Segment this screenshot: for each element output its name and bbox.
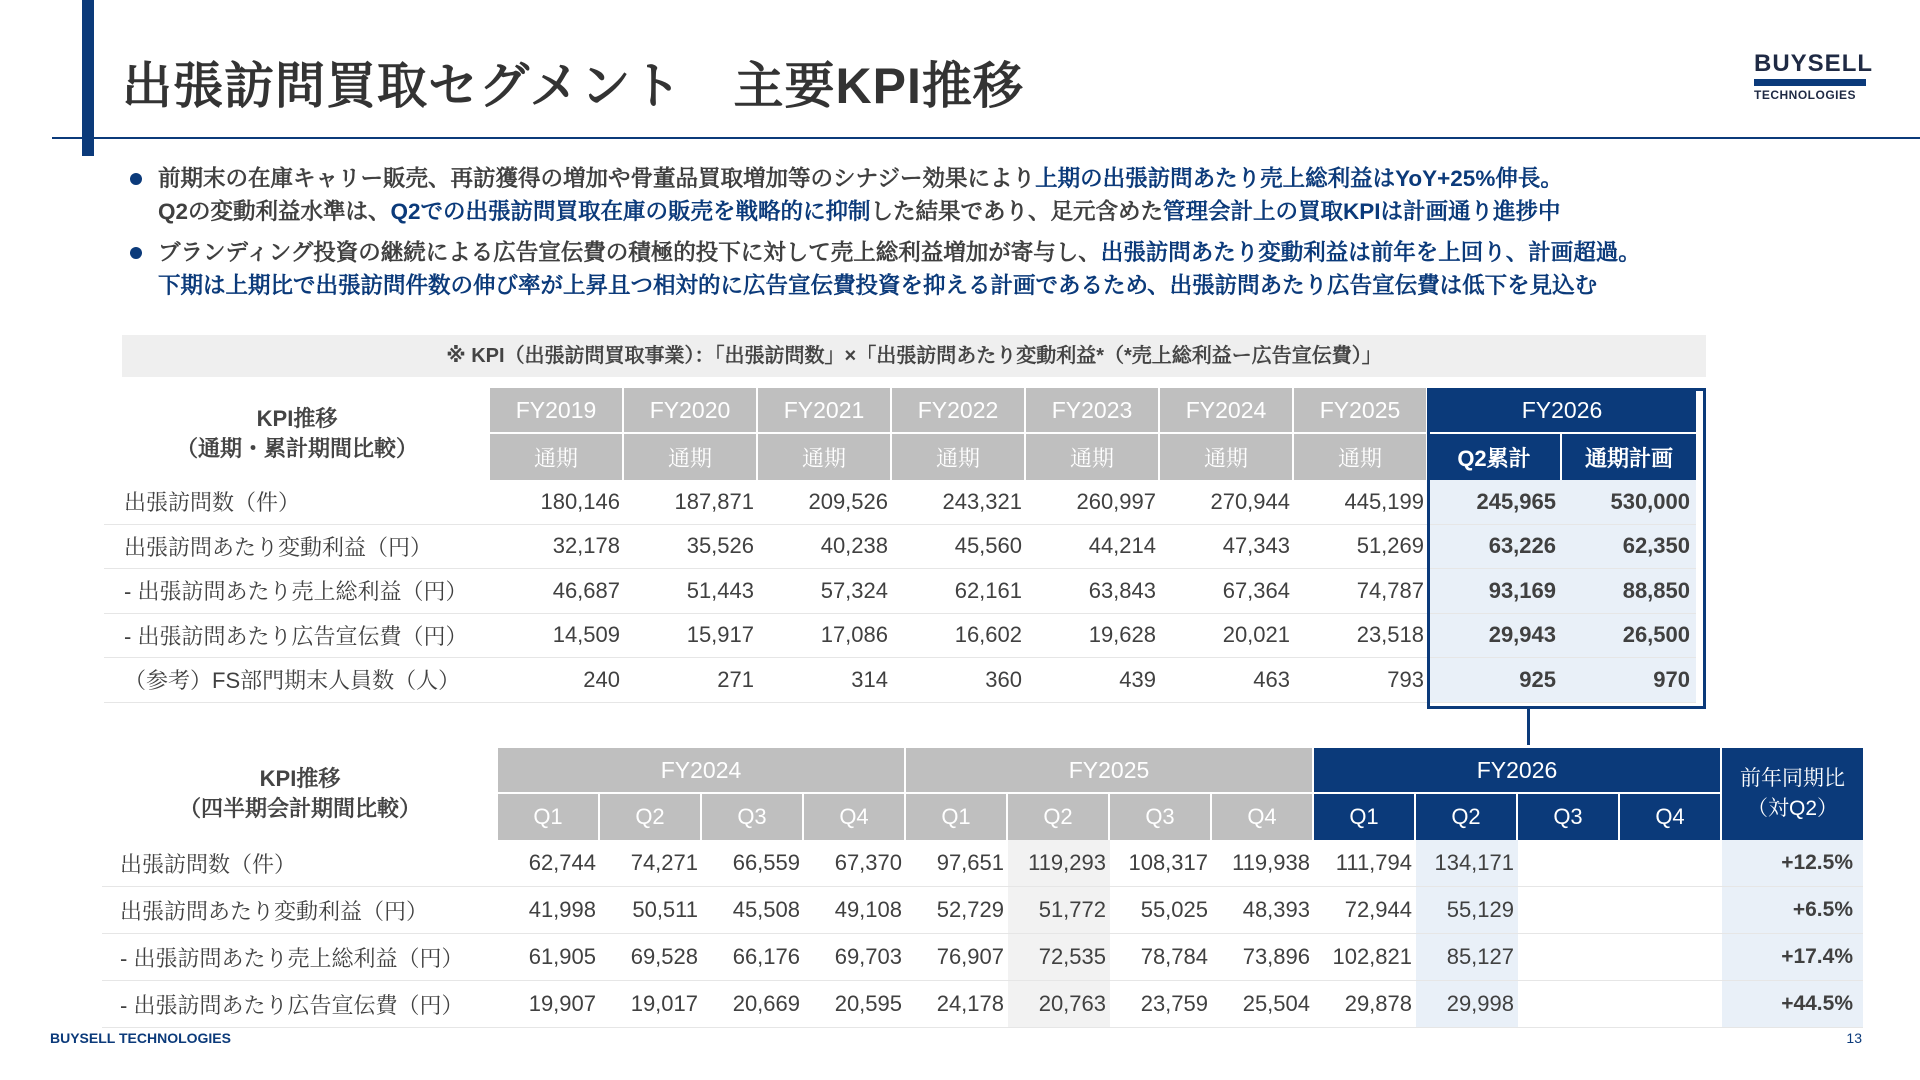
- kpi-definition-note: ※ KPI（出張訪問買取事業）：「出張訪問数」×「出張訪問あたり変動利益*（*売上総利益ー広告宣伝費）」: [122, 335, 1706, 377]
- value-cell: 29,878: [1314, 981, 1416, 1028]
- value-cell: 32,178: [490, 525, 624, 570]
- q2-cumulative-cell: 925: [1428, 658, 1562, 703]
- period-header: 通期: [490, 434, 624, 480]
- value-cell: 72,944: [1314, 887, 1416, 934]
- value-cell: [1620, 981, 1722, 1028]
- bullet-text: ブランディング投資の継続による広告宣伝費の積極的投下に対して売上総利益増加が寄与し、: [158, 240, 1101, 265]
- value-cell: 48,393: [1212, 887, 1314, 934]
- value-cell: 41,998: [498, 887, 600, 934]
- fy2026-header: FY2026: [1314, 748, 1722, 794]
- value-cell: 23,759: [1110, 981, 1212, 1028]
- bullet-highlight-text: 管理会計上の買取KPIは計画通り進捗中: [1163, 199, 1561, 224]
- value-cell: 67,364: [1160, 569, 1294, 614]
- row-label: （参考）FS部門期末人員数（人）: [104, 658, 490, 703]
- row-label: 出張訪問数（件）: [104, 480, 490, 525]
- bullet-text: した結果であり、足元含めた: [870, 199, 1164, 224]
- header-divider: [52, 137, 1920, 139]
- period-header: 通期: [624, 434, 758, 480]
- value-cell: [1518, 887, 1620, 934]
- value-cell: 260,997: [1026, 480, 1160, 525]
- value-cell: 180,146: [490, 480, 624, 525]
- company-logo: [1754, 50, 1874, 102]
- period-header: 通期: [1294, 434, 1428, 480]
- value-cell: 19,907: [498, 981, 600, 1028]
- year-header: FY2022: [892, 388, 1026, 434]
- quarter-header: Q4: [1212, 794, 1314, 840]
- row-label: - 出張訪問あたり広告宣伝費（円）: [104, 614, 490, 659]
- table-row: [104, 569, 1696, 614]
- value-cell: 17,086: [758, 614, 892, 659]
- value-cell: 243,321: [892, 480, 1026, 525]
- value-cell: 73,896: [1212, 934, 1314, 981]
- footer-company: BUYSELL TECHNOLOGIES: [50, 1030, 231, 1046]
- value-cell: 793: [1294, 658, 1428, 703]
- logo-text-sub: TECHNOLOGIES: [1754, 88, 1857, 102]
- value-cell: [1518, 934, 1620, 981]
- fy2024-header: FY2024: [498, 748, 906, 794]
- table-row: [104, 525, 1696, 570]
- value-cell: 51,443: [624, 569, 758, 614]
- quarter-header: Q3: [1110, 794, 1212, 840]
- quarterly-label-line1: KPI推移: [259, 766, 341, 791]
- q2-cumulative-cell: 29,943: [1428, 614, 1562, 659]
- quarter-header: Q1: [906, 794, 1008, 840]
- value-cell: 20,669: [702, 981, 804, 1028]
- year-header: FY2023: [1026, 388, 1160, 434]
- value-cell: [1620, 934, 1722, 981]
- value-cell: [1620, 840, 1722, 887]
- yoy-cell: +17.4%: [1722, 934, 1863, 981]
- bullet-text: 前期末の在庫キャリー販売、再訪獲得の増加や骨董品買取増加等のシナジー効果により: [158, 166, 1036, 191]
- value-cell: 15,917: [624, 614, 758, 659]
- value-cell: 44,214: [1026, 525, 1160, 570]
- value-cell: 62,161: [892, 569, 1026, 614]
- full-year-plan-header: 通期計画: [1562, 434, 1696, 480]
- period-header: 通期: [758, 434, 892, 480]
- value-cell: 240: [490, 658, 624, 703]
- q2-cumulative-cell: 93,169: [1428, 569, 1562, 614]
- quarter-header: Q4: [804, 794, 906, 840]
- value-cell: 45,508: [702, 887, 804, 934]
- value-cell: 69,528: [600, 934, 702, 981]
- yoy-cell: +44.5%: [1722, 981, 1863, 1028]
- value-cell: 134,171: [1416, 840, 1518, 887]
- bullet-line: [158, 195, 1890, 228]
- value-cell: 108,317: [1110, 840, 1212, 887]
- value-cell: 102,821: [1314, 934, 1416, 981]
- value-cell: 55,129: [1416, 887, 1518, 934]
- value-cell: 78,784: [1110, 934, 1212, 981]
- value-cell: 69,703: [804, 934, 906, 981]
- value-cell: 19,017: [600, 981, 702, 1028]
- quarter-header: Q4: [1620, 794, 1722, 840]
- table-row: [102, 981, 1863, 1028]
- full-year-plan-cell: 970: [1562, 658, 1696, 703]
- period-header: 通期: [1160, 434, 1294, 480]
- year-header: FY2020: [624, 388, 758, 434]
- yoy-header-line2: （対Q2）: [1746, 797, 1838, 820]
- value-cell: 209,526: [758, 480, 892, 525]
- summary-bullets: [130, 162, 1890, 310]
- value-cell: 62,744: [498, 840, 600, 887]
- highlight-connector-line: [1527, 709, 1530, 745]
- row-label: 出張訪問数（件）: [102, 840, 498, 887]
- year-header: FY2025: [1294, 388, 1428, 434]
- q2-cumulative-cell: 63,226: [1428, 525, 1562, 570]
- annual-label-line1: KPI推移: [256, 406, 338, 431]
- yoy-header: [1722, 748, 1863, 840]
- bullet-dot-icon: [130, 247, 142, 259]
- annual-label-line2: （通期・累計期間比較）: [175, 436, 418, 461]
- yoy-cell: +12.5%: [1722, 840, 1863, 887]
- quarter-header: Q3: [702, 794, 804, 840]
- value-cell: 76,907: [906, 934, 1008, 981]
- full-year-plan-cell: 88,850: [1562, 569, 1696, 614]
- value-cell: 111,794: [1314, 840, 1416, 887]
- value-cell: 57,324: [758, 569, 892, 614]
- value-cell: 23,518: [1294, 614, 1428, 659]
- table-row: [102, 887, 1863, 934]
- bullet-item: [130, 236, 1890, 302]
- q2-cumulative-cell: 245,965: [1428, 480, 1562, 525]
- value-cell: 47,343: [1160, 525, 1294, 570]
- value-cell: 20,763: [1008, 981, 1110, 1028]
- value-cell: 187,871: [624, 480, 758, 525]
- period-header: 通期: [1026, 434, 1160, 480]
- quarter-header: Q3: [1518, 794, 1620, 840]
- page-number: 13: [1846, 1030, 1862, 1046]
- value-cell: 270,944: [1160, 480, 1294, 525]
- quarter-header: Q2: [1416, 794, 1518, 840]
- bullet-highlight-text: 上期の出張訪問あたり売上総利益はYoY+25%伸長。: [1035, 166, 1563, 191]
- value-cell: 74,787: [1294, 569, 1428, 614]
- quarter-header: Q2: [1008, 794, 1110, 840]
- quarter-header: Q1: [1314, 794, 1416, 840]
- bullet-item: [130, 162, 1890, 228]
- value-cell: 63,843: [1026, 569, 1160, 614]
- table-row: [104, 480, 1696, 525]
- value-cell: [1620, 887, 1722, 934]
- value-cell: 360: [892, 658, 1026, 703]
- value-cell: 61,905: [498, 934, 600, 981]
- value-cell: 72,535: [1008, 934, 1110, 981]
- title-accent-bar: [82, 0, 94, 156]
- value-cell: 14,509: [490, 614, 624, 659]
- value-cell: 97,651: [906, 840, 1008, 887]
- full-year-plan-cell: 530,000: [1562, 480, 1696, 525]
- value-cell: 55,025: [1110, 887, 1212, 934]
- value-cell: 16,602: [892, 614, 1026, 659]
- year-header: FY2021: [758, 388, 892, 434]
- value-cell: 20,595: [804, 981, 906, 1028]
- quarter-header: Q1: [498, 794, 600, 840]
- quarter-header: Q2: [600, 794, 702, 840]
- year-header: FY2024: [1160, 388, 1294, 434]
- table-row: [104, 614, 1696, 659]
- value-cell: 67,370: [804, 840, 906, 887]
- value-cell: 45,560: [892, 525, 1026, 570]
- value-cell: 119,293: [1008, 840, 1110, 887]
- value-cell: 25,504: [1212, 981, 1314, 1028]
- value-cell: 85,127: [1416, 934, 1518, 981]
- value-cell: 74,271: [600, 840, 702, 887]
- table-row: [102, 934, 1863, 981]
- row-label: - 出張訪問あたり売上総利益（円）: [102, 934, 498, 981]
- yoy-header-line1: 前年同期比: [1740, 767, 1845, 790]
- value-cell: 463: [1160, 658, 1294, 703]
- value-cell: 51,269: [1294, 525, 1428, 570]
- value-cell: 66,176: [702, 934, 804, 981]
- bullet-line: [158, 236, 1890, 269]
- q2-cumulative-header: Q2累計: [1428, 434, 1562, 480]
- bullet-text: Q2の変動利益水準は、: [158, 199, 391, 224]
- bullet-line: [158, 269, 1890, 302]
- fy2025-header: FY2025: [906, 748, 1314, 794]
- value-cell: 119,938: [1212, 840, 1314, 887]
- quarterly-table-label: [102, 748, 498, 840]
- fy2026-header: FY2026: [1428, 388, 1696, 434]
- bullet-highlight-text: 出張訪問あたり変動利益は前年を上回り、計画超過。: [1100, 240, 1641, 265]
- value-cell: 40,238: [758, 525, 892, 570]
- yoy-cell: +6.5%: [1722, 887, 1863, 934]
- row-label: 出張訪問あたり変動利益（円）: [104, 525, 490, 570]
- quarterly-label-line2: （四半期会計期間比較）: [178, 796, 421, 821]
- value-cell: 19,628: [1026, 614, 1160, 659]
- logo-bar: [1754, 79, 1866, 86]
- period-header: 通期: [892, 434, 1026, 480]
- value-cell: 314: [758, 658, 892, 703]
- value-cell: [1518, 981, 1620, 1028]
- full-year-plan-cell: 62,350: [1562, 525, 1696, 570]
- bullet-highlight-text: Q2での出張訪問買取在庫の販売を戦略的に抑制: [390, 199, 871, 224]
- row-label: - 出張訪問あたり広告宣伝費（円）: [102, 981, 498, 1028]
- value-cell: 29,998: [1416, 981, 1518, 1028]
- year-header: FY2019: [490, 388, 624, 434]
- full-year-plan-cell: 26,500: [1562, 614, 1696, 659]
- value-cell: 46,687: [490, 569, 624, 614]
- value-cell: 51,772: [1008, 887, 1110, 934]
- value-cell: 445,199: [1294, 480, 1428, 525]
- table-row: [102, 840, 1863, 887]
- bullet-dot-icon: [130, 173, 142, 185]
- value-cell: 52,729: [906, 887, 1008, 934]
- value-cell: 271: [624, 658, 758, 703]
- value-cell: 24,178: [906, 981, 1008, 1028]
- value-cell: 439: [1026, 658, 1160, 703]
- value-cell: 49,108: [804, 887, 906, 934]
- bullet-highlight-text: 下期は上期比で出張訪問件数の伸び率が上昇且つ相対的に広告宣伝費投資を抑える計画であるため、出張訪問あたり広告宣伝費は低下を見込む: [158, 273, 1598, 298]
- bullet-line: [158, 162, 1890, 195]
- page-title: 出張訪問買取セグメント 主要KPI推移: [122, 58, 1024, 114]
- row-label: 出張訪問あたり変動利益（円）: [102, 887, 498, 934]
- value-cell: 50,511: [600, 887, 702, 934]
- annual-kpi-table: [104, 388, 1696, 703]
- annual-table-label: [104, 388, 490, 480]
- value-cell: 20,021: [1160, 614, 1294, 659]
- row-label: - 出張訪問あたり売上総利益（円）: [104, 569, 490, 614]
- logo-text-main: BUYSELL: [1754, 50, 1874, 77]
- value-cell: 35,526: [624, 525, 758, 570]
- quarterly-kpi-table: [102, 748, 1863, 1028]
- table-row: [104, 658, 1696, 703]
- value-cell: [1518, 840, 1620, 887]
- value-cell: 66,559: [702, 840, 804, 887]
